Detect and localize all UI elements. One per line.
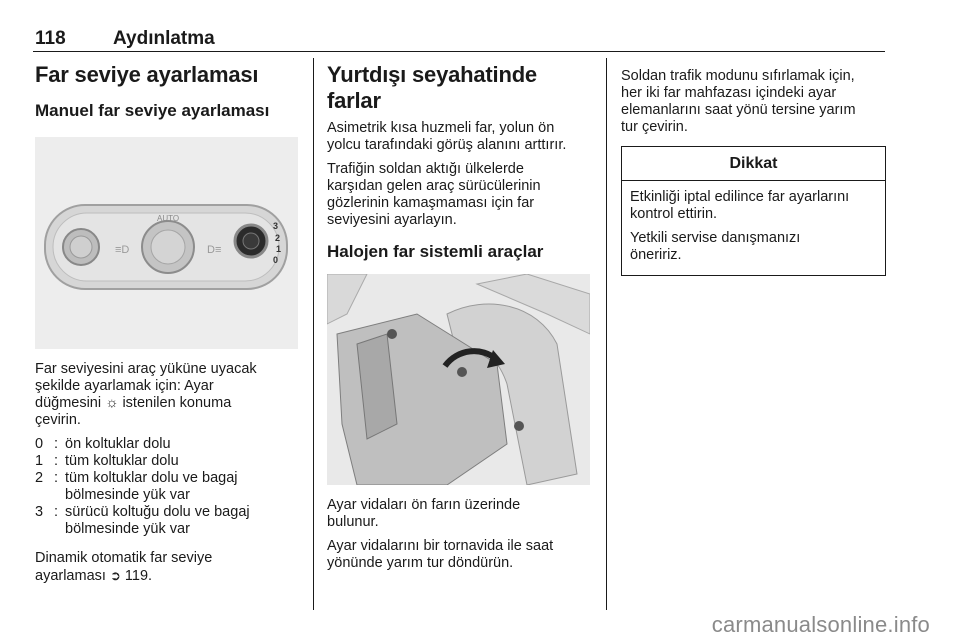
list-item: 2 : tüm koltuklar dolu ve bagaj bölmesinde yük var <box>35 470 238 503</box>
paragraph: Soldan trafik modunu sıfırlamak için, her iki far mahfazası içindeki ayar elemanlarını saat yönü tersine yarım tur çevirin. <box>621 68 856 135</box>
adjust-screw-1 <box>387 329 397 339</box>
column-middle <box>327 62 592 579</box>
section-heading: Far seviye ayarlaması <box>35 62 259 87</box>
page-reference-link[interactable]: 119. <box>124 568 153 584</box>
figure-label-auto: AUTO <box>157 214 180 223</box>
caution-box <box>621 146 886 276</box>
figure-rear-fog-symbol: ≡D <box>115 244 130 256</box>
page-reference-icon: ➲ <box>109 568 121 583</box>
leveling-instructions: Far seviyesini araç yüküne uyacak şekilde ayarlamak için: Ayar düğmesini ☼ istenilen konuma çevirin. <box>35 361 257 428</box>
paragraph: Trafiğin soldan aktığı ülkelerde karşıdan gelen araç sürücülerinin gözlerinin kamaşmaması için far seviyesini ayarlayın. <box>327 161 541 228</box>
figure-label-3: 3 <box>273 221 279 231</box>
column-right <box>621 62 886 276</box>
adjust-screw-3 <box>514 421 524 431</box>
paragraph: Yetkili servise danışmanızı öneririz. <box>630 230 801 263</box>
watermark: carmanualsonline.info <box>711 612 930 637</box>
column-divider-2 <box>606 58 607 610</box>
column-left <box>35 62 300 592</box>
paragraph: Asimetrik kısa huzmeli far, yolun ön yolcu tarafındaki görüş alanını arttırır. <box>327 120 567 153</box>
paragraph: Ayar vidalarını bir tornavida ile saat yönünde yarım tur döndürün. <box>327 538 554 571</box>
paragraph: Etkinliği iptal edilince far ayarlarını kontrol ettirin. <box>630 189 850 222</box>
section-heading: Yurtdışı seyahatinde farlar <box>327 62 537 113</box>
list-item: 1 : tüm koltuklar dolu <box>35 453 179 469</box>
column-divider-1 <box>313 58 314 610</box>
dynamic-leveling-reference: Dinamik otomatik far seviye ayarlaması ➲ 119. <box>35 550 213 584</box>
figure-front-fog-symbol: D≡ <box>207 244 222 256</box>
paragraph: Ayar vidaları ön farın üzerinde bulunur. <box>327 497 521 530</box>
caution-title: Dikkat <box>622 147 885 181</box>
subsection-heading: Halojen far sistemli araçlar <box>327 242 544 261</box>
subsection-heading: Manuel far seviye ayarlaması <box>35 101 270 120</box>
page-number: 118 <box>35 28 66 49</box>
list-item: 0 : ön koltuklar dolu <box>35 436 171 452</box>
engine-bay-figure <box>327 274 590 485</box>
header-rule <box>33 51 885 52</box>
page-header <box>33 28 885 52</box>
caution-body <box>622 181 885 275</box>
section-title: Aydınlatma <box>113 28 215 49</box>
adjust-screw-2 <box>457 367 467 377</box>
headlight-switch-figure <box>35 137 298 349</box>
figure-label-2: 2 <box>275 233 281 243</box>
list-item: 3 : sürücü koltuğu dolu ve bagaj bölmesinde yük var <box>35 504 250 537</box>
figure-label-1: 1 <box>276 244 282 254</box>
headlight-range-icon: ☼ <box>105 395 119 411</box>
position-list <box>35 436 300 538</box>
figure-label-0: 0 <box>273 255 279 265</box>
